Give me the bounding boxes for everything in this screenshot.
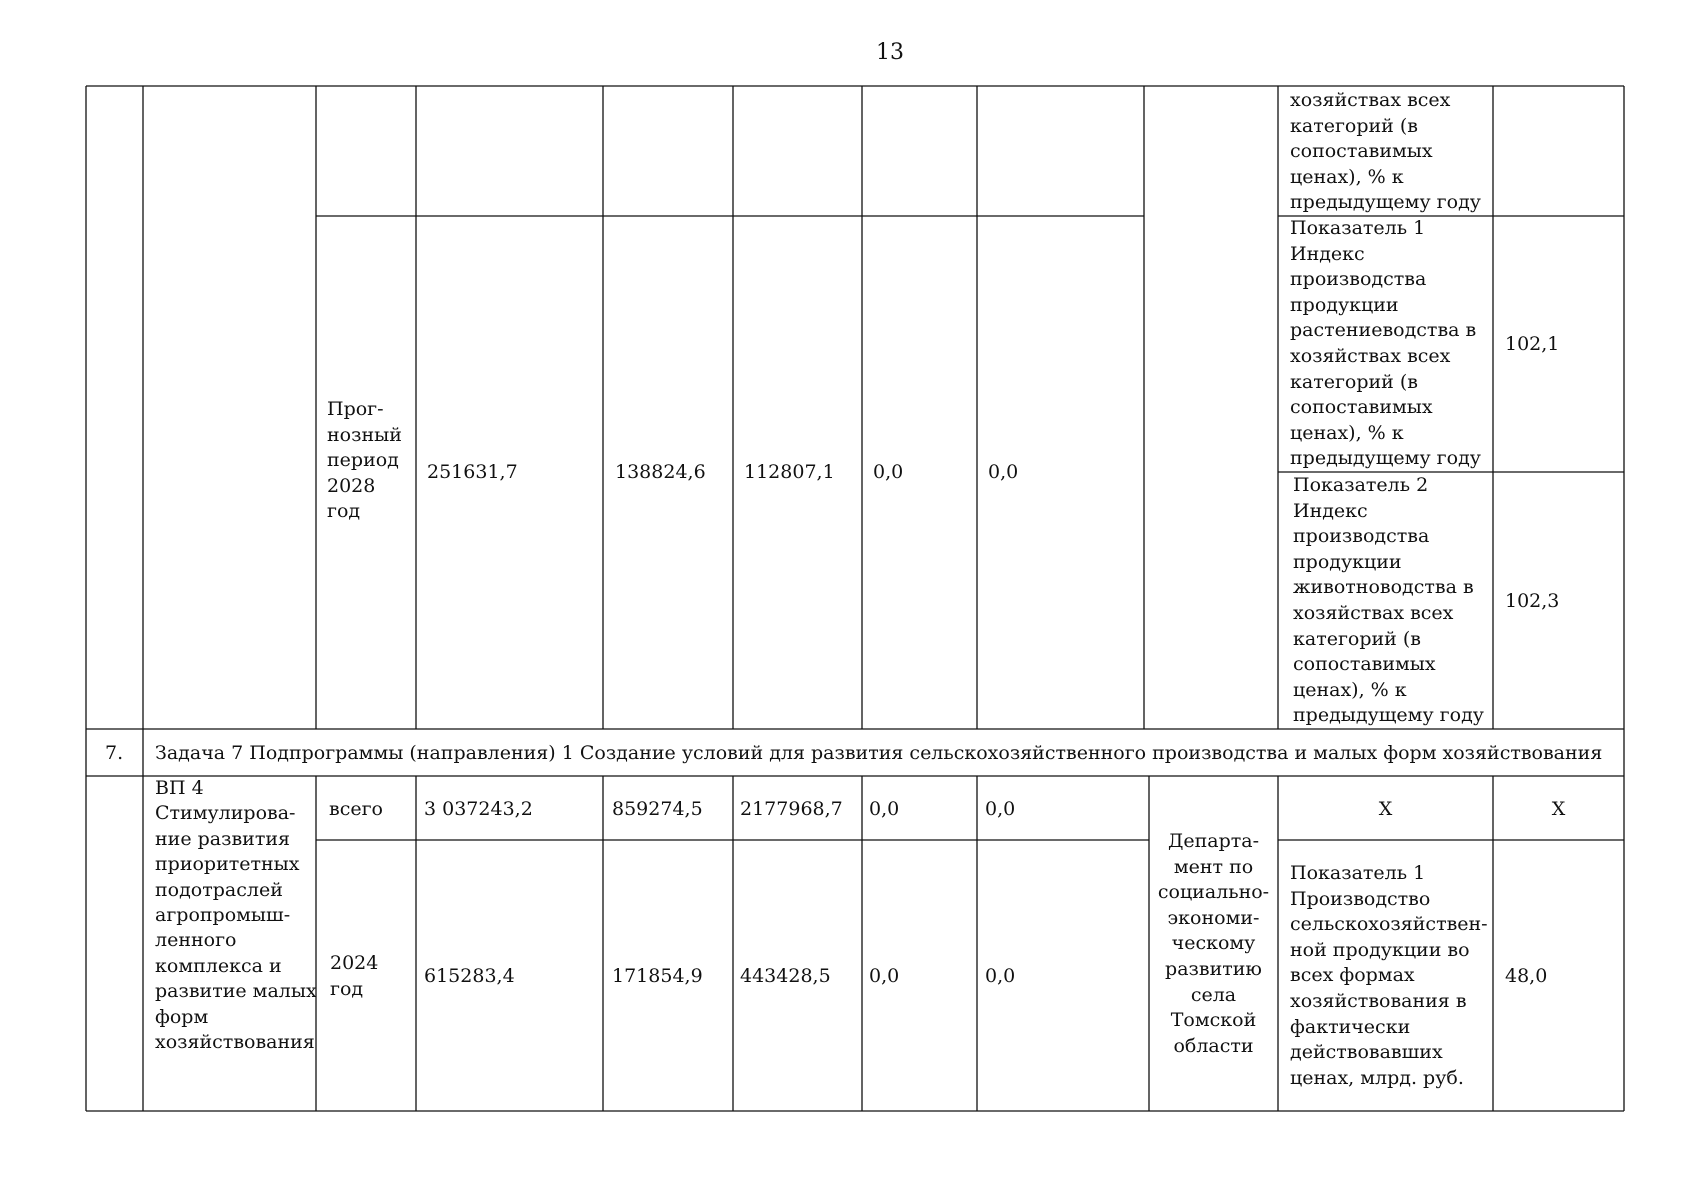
total-value-reg: 2177968,7 <box>740 798 843 820</box>
indicator-continuation: хозяйствах всех категорий (в сопоставимых ценах), % к предыдущему году <box>1290 89 1481 214</box>
value-loc-2024: 0,0 <box>869 965 900 987</box>
value-reg-2028: 112807,1 <box>744 461 835 483</box>
total-indicator-value: X <box>1551 798 1566 820</box>
value-reg-2024: 443428,5 <box>740 965 831 987</box>
page-number: 13 <box>876 40 904 65</box>
indicator-1-text: Показатель 1 Индекс производства продукции растениеводства в хозяйствах всех категорий (в сопоставимых ценах), % к предыдущему году <box>1290 217 1481 470</box>
total-value-ext: 0,0 <box>985 798 1016 820</box>
period-2028: Прог- нозный период 2028 год <box>327 398 402 523</box>
total-indicator: X <box>1378 798 1393 820</box>
total-value-loc: 0,0 <box>869 798 900 820</box>
indicator-2-text: Показатель 2 Индекс производства продукции животноводства в хозяйствах всех категорий (в сопоставимых ценах), % к предыдущему году <box>1293 474 1484 727</box>
value-total-2028: 251631,7 <box>427 461 518 483</box>
total-value-all: 3 037243,2 <box>424 798 533 820</box>
indicator-1-value: 102,1 <box>1505 333 1560 355</box>
total-label: всего <box>329 798 383 820</box>
value-ext-2024: 0,0 <box>985 965 1016 987</box>
indicator-2-value: 102,3 <box>1505 590 1560 612</box>
value-loc-2028: 0,0 <box>873 461 904 483</box>
value-fed-2028: 138824,6 <box>615 461 706 483</box>
value-ext-2028: 0,0 <box>988 461 1019 483</box>
executor: Департа- мент по социально- экономи- ческому развитию села Томской области <box>1157 830 1270 1057</box>
task-title: Задача 7 Подпрограммы (направления) 1 Создание условий для развития сельскохозяйственного производства и малых форм хозяйствования <box>155 742 1603 764</box>
total-value-fed: 859274,5 <box>612 798 703 820</box>
value-fed-2024: 171854,9 <box>612 965 703 987</box>
task-number: 7. <box>105 742 124 764</box>
indicator-production-value: 48,0 <box>1505 965 1548 987</box>
program-name: ВП 4 Стимулирова- ние развития приоритетных подотраслей агропромыш- ленного комплекса и развитие малых форм хозяйствования <box>155 777 317 1054</box>
period-2024: 2024 год <box>330 952 379 1000</box>
indicator-production-text: Показатель 1 Производство сельскохозяйствен- ной продукции во всех формах хозяйствования в фактически действовавших ценах, млрд. руб. <box>1290 862 1488 1089</box>
value-total-2024: 615283,4 <box>424 965 515 987</box>
